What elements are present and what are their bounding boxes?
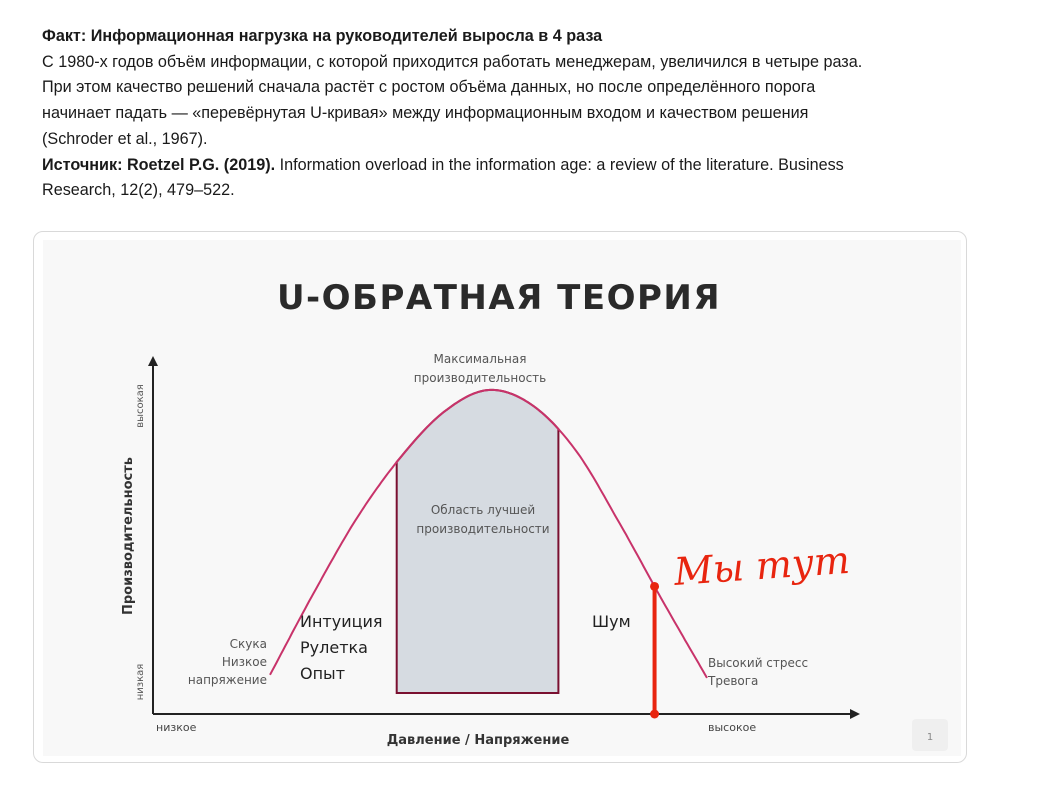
fact-text-block	[42, 24, 982, 204]
u-curve-chart	[43, 240, 961, 756]
fact-line-4: (Schroder et al., 1967).	[42, 129, 208, 148]
fact-line-2: При этом качество решений сначала растёт с ростом объёма данных, но после определённого порога	[42, 78, 816, 97]
y-axis-low-tick: низкая	[135, 663, 146, 701]
left-inner-label-line-1: Интуиция	[300, 612, 383, 631]
fact-line-3: начинает падать — «перевёрнутая U-кривая» между информационным входом и качеством решения	[42, 104, 809, 123]
source-label: Источник: Roetzel P.G. (2019).	[42, 155, 276, 174]
left-inner-label	[300, 612, 383, 683]
current-position-dot-bottom	[650, 710, 659, 719]
peak-label-line-1: Максимальная	[433, 352, 527, 366]
left-inner-label-line-3: Опыт	[300, 664, 346, 683]
peak-label	[414, 352, 546, 385]
page-number: 1	[926, 732, 934, 743]
source-text-1: Information overload in the information age: a review of the literature. Business	[275, 155, 844, 174]
left-label-line-3: напряжение	[187, 673, 267, 687]
left-label	[188, 637, 267, 687]
fact-heading: Факт: Информационная нагрузка на руководителей выросла в 4 раза	[42, 27, 603, 45]
left-inner-label-line-2: Рулетка	[300, 638, 368, 657]
x-axis-high-tick: высокое	[708, 721, 757, 734]
x-axis-low-tick: низкое	[156, 721, 197, 734]
best-performance-zone	[397, 390, 559, 693]
fact-line-1: С 1980-х годов объём информации, с которой приходится работать менеджерам, увеличился в четыре раза.	[42, 52, 863, 71]
zone-label-line-1: Область лучшей	[430, 503, 536, 517]
y-axis-label: Производительность	[121, 456, 136, 616]
source-line-2: Research, 12(2), 479–522.	[42, 181, 235, 200]
chart-slide	[43, 240, 961, 756]
right-label-line-1: Высокий стресс	[708, 656, 809, 670]
left-label-line-2: Низкое	[221, 655, 267, 669]
handwritten-note: Мы тут	[672, 537, 852, 594]
current-position-dot-top	[650, 582, 659, 591]
right-label	[707, 656, 808, 688]
x-axis-label: Давление / Напряжение	[386, 733, 570, 748]
chart-title: U-ОБРАТНАЯ ТЕОРИЯ	[276, 278, 722, 318]
zone-label-line-2: производительности	[416, 522, 550, 536]
peak-label-line-2: производительность	[413, 371, 547, 385]
y-axis-high-tick: высокая	[135, 384, 146, 428]
right-inner-label: Шум	[592, 612, 631, 631]
right-label-line-2: Тревога	[708, 674, 759, 688]
left-label-line-1: Скука	[229, 637, 267, 651]
source-line-1	[42, 153, 982, 179]
